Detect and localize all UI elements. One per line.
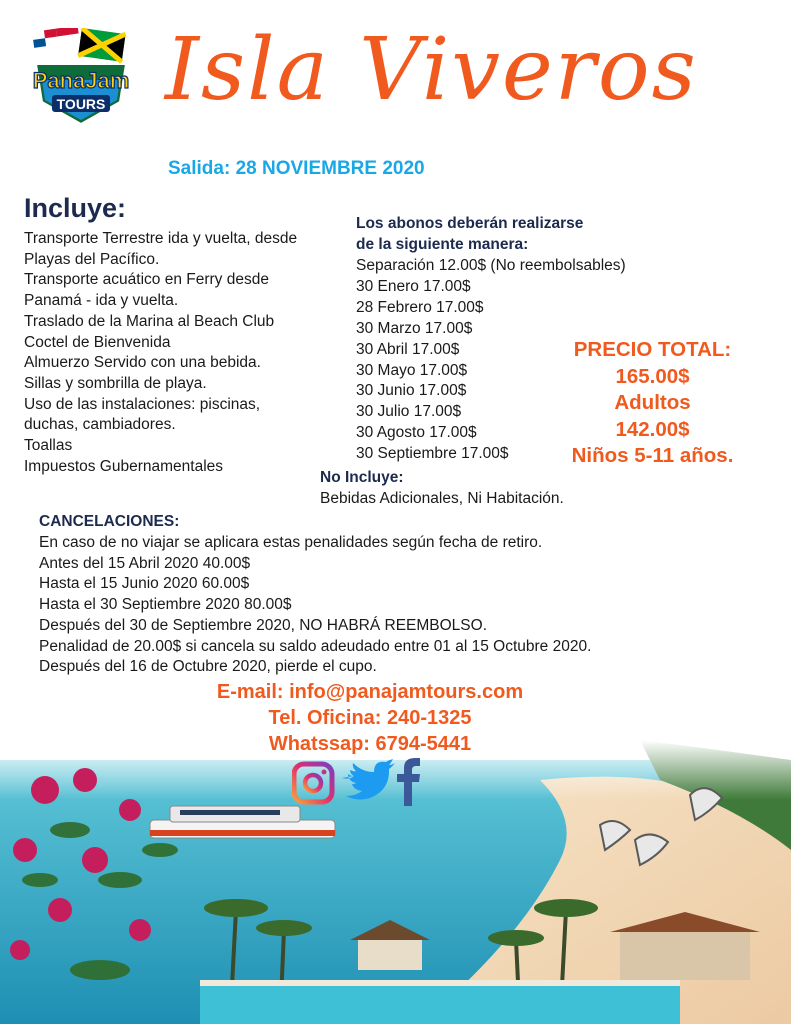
list-item: 30 Junio 17.00$ (356, 382, 467, 400)
whatsapp-text: Whatssap: 6794-5441 (268, 733, 472, 755)
list-item: En caso de no viajar se aplicara estas penalidades según fecha de retiro. (39, 534, 543, 551)
email-link[interactable]: E-mail: info@panajamtours.com (216, 681, 524, 703)
list-item: duchas, cambiadores. (24, 416, 176, 434)
adult-label: Adultos (614, 391, 691, 414)
list-item: 28 Febrero 17.00$ (356, 298, 484, 316)
list-item: 30 Septiembre 17.00$ (356, 445, 509, 463)
list-item: Hasta el 15 Junio 2020 60.00$ (39, 575, 250, 593)
payments-heading (356, 213, 583, 255)
adult-price: 165.00$ (615, 364, 690, 388)
payments-heading-line: de la siguiente manera: (356, 236, 529, 253)
list-item: Uso de las instalaciones: piscinas, (24, 395, 261, 413)
list-item: Toallas (24, 437, 73, 455)
cancellations-heading: CANCELACIONES: (39, 513, 180, 530)
list-item: 30 Enero 17.00$ (356, 277, 471, 295)
logo-text-panajam: PanaJam (32, 68, 130, 93)
cancellations-list (39, 533, 591, 678)
logo-text-tours: TOURS (56, 96, 106, 112)
list-item: Después del 30 de Septiembre 2020, NO HABRÁ REEMBOLSO. (39, 616, 487, 634)
list-item: Impuestos Gubernamentales (24, 457, 224, 475)
list-item: Transporte acuático en Ferry desde (24, 271, 269, 289)
list-item: 30 Marzo 17.00$ (356, 319, 473, 337)
list-item: Playas del Pacífico. (24, 250, 160, 268)
price-label: PRECIO TOTAL: (573, 338, 732, 361)
not-included-heading: No Incluye: (320, 469, 404, 486)
list-item: Penalidad de 20.00$ si cancela su saldo adeudado entre 01 al 15 Octubre 2020. (39, 637, 592, 655)
list-item: Traslado de la Marina al Beach Club (24, 312, 275, 330)
list-item: Hasta el 30 Septiembre 2020 80.00$ (39, 596, 292, 614)
includes-heading: Incluye: (24, 193, 127, 223)
list-item: Coctel de Bienvenida (24, 333, 171, 351)
list-item: Antes del 15 Abril 2020 40.00$ (39, 554, 251, 572)
list-item: 30 Agosto 17.00$ (356, 424, 477, 442)
phone-text: Tel. Oficina: 240-1325 (268, 707, 472, 729)
panajam-tours-logo (22, 28, 140, 126)
list-item: 30 Abril 17.00$ (356, 340, 460, 358)
list-item: Separación 12.00$ (No reembolsables) (356, 257, 626, 274)
payments-heading-line: Los abonos deberán realizarse (356, 215, 584, 232)
instagram-icon[interactable] (294, 764, 332, 802)
total-price-block (545, 337, 760, 470)
includes-list (24, 229, 354, 477)
list-item: Después del 16 de Octubre 2020, pierde el cupo. (39, 658, 377, 676)
list-item: 30 Julio 17.00$ (356, 403, 462, 421)
list-item: Sillas y sombrilla de playa. (24, 374, 207, 392)
contact-block (0, 679, 740, 757)
list-item: Almuerzo Servido con una bebida. (24, 354, 261, 372)
page-title: Isla Viveros (165, 20, 698, 120)
list-item: 30 Mayo 17.00$ (356, 361, 468, 379)
child-price: 142.00$ (615, 417, 690, 441)
list-item: Panamá - ida y vuelta. (24, 292, 179, 310)
twitter-icon[interactable] (342, 759, 395, 800)
child-label: Niños 5-11 años. (571, 444, 734, 467)
social-icons (292, 756, 422, 810)
departure-date: Salida: 28 NOVIEMBRE 2020 (168, 158, 425, 179)
list-item: Transporte Terrestre ida y vuelta, desde (24, 230, 298, 247)
facebook-icon[interactable] (397, 758, 420, 806)
not-included-text: Bebidas Adicionales, Ni Habitación. (320, 490, 564, 507)
